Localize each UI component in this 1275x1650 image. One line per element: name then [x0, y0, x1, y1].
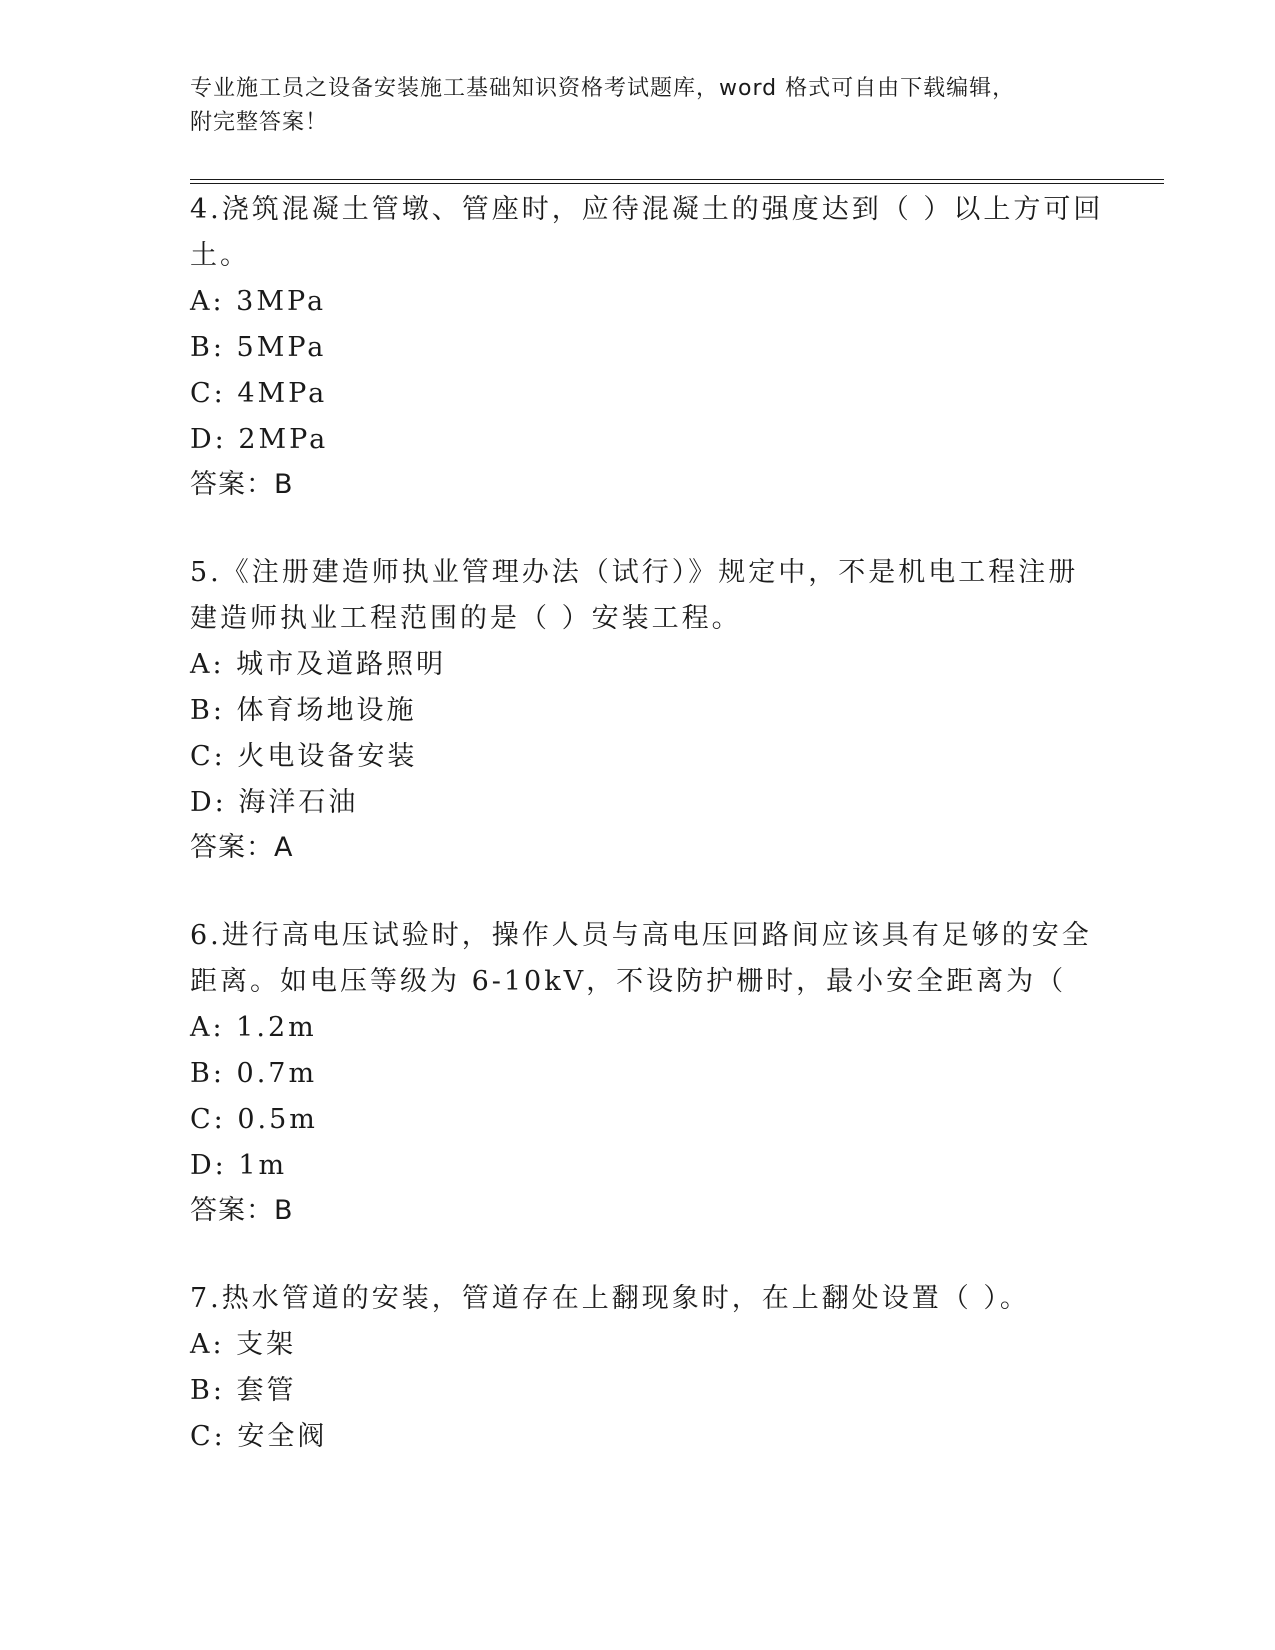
option-c: C: 0.5m — [190, 1104, 318, 1135]
option-c: C: 火电设备安装 — [190, 741, 418, 772]
question-stem: 7.热水管道的安装，管道存在上翻现象时，在上翻处设置（ ）。 — [190, 1283, 1030, 1314]
header-line-1: 专业施工员之设备安装施工基础知识资格考试题库，word 格式可自由下载编辑， — [190, 76, 1016, 101]
spacer — [190, 1233, 1120, 1276]
question-7 — [190, 1276, 1120, 1460]
answer-label: 答案：A — [190, 832, 294, 863]
option-a: A: 1.2m — [190, 1012, 317, 1043]
option-b: B: 5MPa — [190, 332, 327, 363]
question-stem: 5.《注册建造师执业管理办法（试行）》规定中，不是机电工程注册 — [190, 557, 1079, 588]
answer-label: 答案：B — [190, 1195, 294, 1226]
option-a: A: 3MPa — [190, 286, 327, 317]
option-d: D: 2MPa — [190, 424, 329, 455]
question-stem-continued: 建造师执业工程范围的是（ ）安装工程。 — [190, 603, 742, 634]
option-b: B: 体育场地设施 — [190, 695, 417, 726]
option-c: C: 4MPa — [190, 378, 328, 409]
question-5 — [190, 550, 1120, 870]
document-header — [190, 72, 1090, 140]
answer-label: 答案：B — [190, 469, 294, 500]
header-line-2: 附完整答案！ — [190, 110, 329, 135]
option-d: D: 海洋石油 — [190, 787, 359, 818]
question-6 — [190, 913, 1120, 1233]
option-c: C: 安全阀 — [190, 1421, 328, 1452]
question-stem: 6.进行高电压试验时，操作人员与高电压回路间应该具有足够的安全 — [190, 920, 1092, 951]
question-stem-continued: 距离。如电压等级为 6-10kV，不设防护栅时，最小安全距离为（ — [190, 966, 1067, 997]
spacer — [190, 870, 1120, 913]
question-stem: 4.浇筑混凝土管墩、管座时，应待混凝土的强度达到（ ）以上方可回 — [190, 194, 1104, 225]
option-b: B: 套管 — [190, 1375, 297, 1406]
option-d: D: 1m — [190, 1150, 288, 1181]
option-b: B: 0.7m — [190, 1058, 318, 1089]
option-a: A: 支架 — [190, 1329, 297, 1360]
spacer — [190, 507, 1120, 550]
option-a: A: 城市及道路照明 — [190, 649, 447, 680]
header-divider — [190, 179, 1164, 184]
question-list — [190, 187, 1120, 1460]
question-stem-continued: 土。 — [190, 240, 250, 271]
question-4 — [190, 187, 1120, 507]
